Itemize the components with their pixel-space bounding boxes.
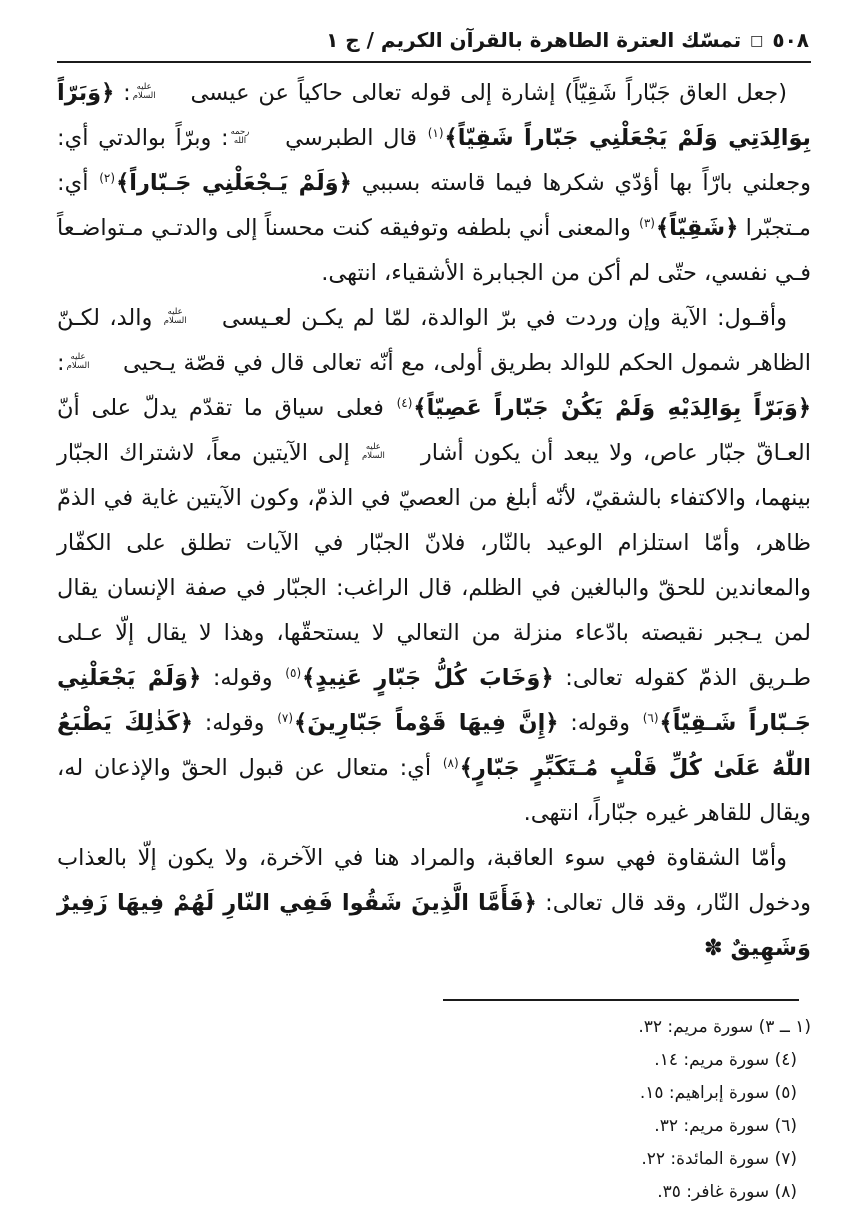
footnote-ref: (٢) — [99, 171, 116, 185]
body-text-segment: قال الطبرسي — [275, 125, 427, 151]
quran-quote: ﴿وَلَمْ يَـجْعَلْنِي جَـبّاراً﴾ — [116, 170, 352, 196]
page-number: ٥٠٨ — [772, 28, 809, 52]
quran-quote: ﴿وَلَمْ يَجْعَلْنِي جَـبّاراً شَـقِيّاً﴾ — [57, 665, 811, 736]
footnote-item — [57, 1011, 811, 1044]
body-text-segment: أي: مـتجبّرا — [57, 170, 811, 241]
footnote-text: سورة مريم: ٣٢. — [638, 1017, 754, 1037]
body-text-segment: : — [114, 80, 131, 106]
footnotes-list — [57, 1011, 811, 1209]
footnote-marker: (٥) — [769, 1083, 797, 1103]
footnote-ref: (٨) — [442, 756, 459, 770]
footnote-item — [57, 1044, 811, 1077]
quran-quote: ﴿فَأَمَّا الَّذِينَ شَقُوا فَفِي النّارِ لَهُمْ فِيهَا زَفِيرٌ وَشَهِيقٌ ✽ — [57, 890, 811, 961]
footnotes-section — [57, 999, 811, 1209]
quran-quote: ﴿وَبَرّاً بِوَالِدَيْهِ وَلَمْ يَكُنْ جَبّاراً عَصِيّاً﴾ — [413, 395, 811, 421]
footnote-text: سورة المائدة: ٢٢. — [641, 1149, 770, 1169]
footnote-item — [57, 1110, 811, 1143]
page-header — [57, 26, 811, 52]
body-text-segment: إلى الآيتين معاً، لاشتراك الجبّار بينهما، والاكتفاء بالشقيّ، لأنّه أبلغ من العصيّ في الذمّ، وكون الآيتين غاية في الذمّ ظاهر، وأمّا استلزام الوعيد بالنّار، فلانّ الجبّار في الآيات تطلق على الكفّار والمعاندين للحقّ والبالغين في الظلم، قال الراغب: الجبّار في صفة الإنسان يقال لمن يـجبر نقيصته بادّعاء منزلة من التعالي لا يستحقّها، وهذا لا يقال إلّا عـلى طـريق الذمّ كقوله تعالى: — [57, 440, 811, 691]
footnote-ref: (٣) — [639, 216, 655, 230]
body-text-segment: وأقـول: الآية وإن وردت في برّ الوالدة، لمّا لم يكـن لعـيسى — [212, 305, 787, 331]
footnote-ref: (٤) — [396, 396, 413, 410]
body-text — [57, 71, 811, 971]
body-text-segment: وقوله: — [558, 710, 642, 736]
footnote-ref: (٥) — [285, 666, 302, 680]
footnote-marker: (١ ــ ٣) — [753, 1017, 811, 1037]
footnote-item — [57, 1077, 811, 1110]
footnote-ref: (٦) — [642, 711, 659, 725]
footnote-text: سورة إبراهيم: ١٥. — [639, 1083, 770, 1103]
footnote-item — [57, 1143, 811, 1176]
body-text-segment: (جعل العاق جَبّاراً شَقِيّاً) إشارة إلى قوله تعالى حاكياً عن عيسى — [181, 80, 787, 106]
footnote-text: سورة مريم: ٣٢. — [654, 1116, 770, 1136]
quran-quote: ﴿وَخَابَ كُلُّ جَبّارٍ عَنِيدٍ﴾ — [302, 665, 554, 691]
footnote-marker: (٨) — [769, 1182, 797, 1202]
body-text-segment: : وبرّاً بوالدتي أي: وجعلني بارّاً بها أؤدّي شكرها فيما قاسته بسببي — [57, 125, 811, 196]
footnote-item — [57, 1176, 811, 1209]
footnote-text: سورة مريم: ١٤. — [654, 1050, 770, 1070]
body-text-segment: : — [57, 350, 65, 376]
quran-quote: ﴿شَقِيّاً﴾ — [655, 215, 739, 241]
quran-quote: ﴿كَذٰلِكَ يَطْبَعُ اللّٰهُ عَلَىٰ كُلِّ قَلْبٍ مُـتَكَبِّرٍ جَبّارٍ﴾ — [57, 710, 812, 781]
paragraph — [57, 836, 811, 971]
body-text-segment: وقوله: — [193, 710, 277, 736]
body-text-segment: والمعنى أني بلطفه وتوفيقه كنت محسناً إلى والدتـي مـتواضـعاً فـي نفسي، حتّى لم أكن من الجبابرة الأشقياء، انتهى. — [57, 215, 811, 286]
paragraph — [57, 71, 811, 296]
header-square-icon: □ — [750, 33, 764, 49]
footnote-text: سورة غافر: ٣٥. — [657, 1182, 770, 1202]
footnote-ref: (٧) — [277, 711, 294, 725]
honorific-mark: عليه السلام — [66, 351, 90, 371]
quran-quote: ﴿وَبَرّاً بِوَالِدَتِي وَلَمْ يَجْعَلْنِي جَبّاراً شَقِيّاً﴾ — [57, 80, 811, 151]
header-rule — [57, 61, 811, 63]
footnotes-separator — [443, 999, 799, 1001]
quran-quote: ﴿إِنَّ فِيهَا قَوْماً جَبّارِينَ﴾ — [294, 710, 559, 736]
honorific-mark: عليه السلام — [132, 81, 156, 101]
footnote-marker: (٦) — [769, 1116, 797, 1136]
honorific-mark: عليه السلام — [361, 441, 385, 461]
honorific-mark: عليه السلام — [163, 306, 187, 326]
body-text-segment: والد، لكـنّ الظاهر شمول الحكم للوالد بطريق أولى، مع أنّه تعالى قال في قصّة يـحيى — [57, 305, 811, 376]
honorific-mark: رحمه الله — [230, 126, 250, 146]
footnote-marker: (٧) — [769, 1149, 797, 1169]
book-title: تمسّك العترة الطاهرة بالقرآن الكريم / ج ١ — [326, 28, 742, 52]
body-text-segment: أي: متعال عن قبول الحقّ والإذعان له، ويقال للقاهر غيره جبّاراً، انتهى. — [57, 755, 811, 826]
body-text-segment: وأمّا الشقاوة فهي سوء العاقبة، والمراد هنا في الآخرة، ولا يكون إلّا بالعذاب ودخول النّار، وقد قال تعالى: — [57, 845, 811, 916]
body-text-segment: وقوله: — [201, 665, 285, 691]
body-text-segment: فعلى سياق ما تقدّم يدلّ على أنّ العـاقّ جبّار عاص، ولا يبعد أن يكون أشار — [57, 395, 811, 466]
footnote-marker: (٤) — [769, 1050, 797, 1070]
footnote-ref: (١) — [427, 126, 444, 140]
paragraph — [57, 296, 811, 836]
